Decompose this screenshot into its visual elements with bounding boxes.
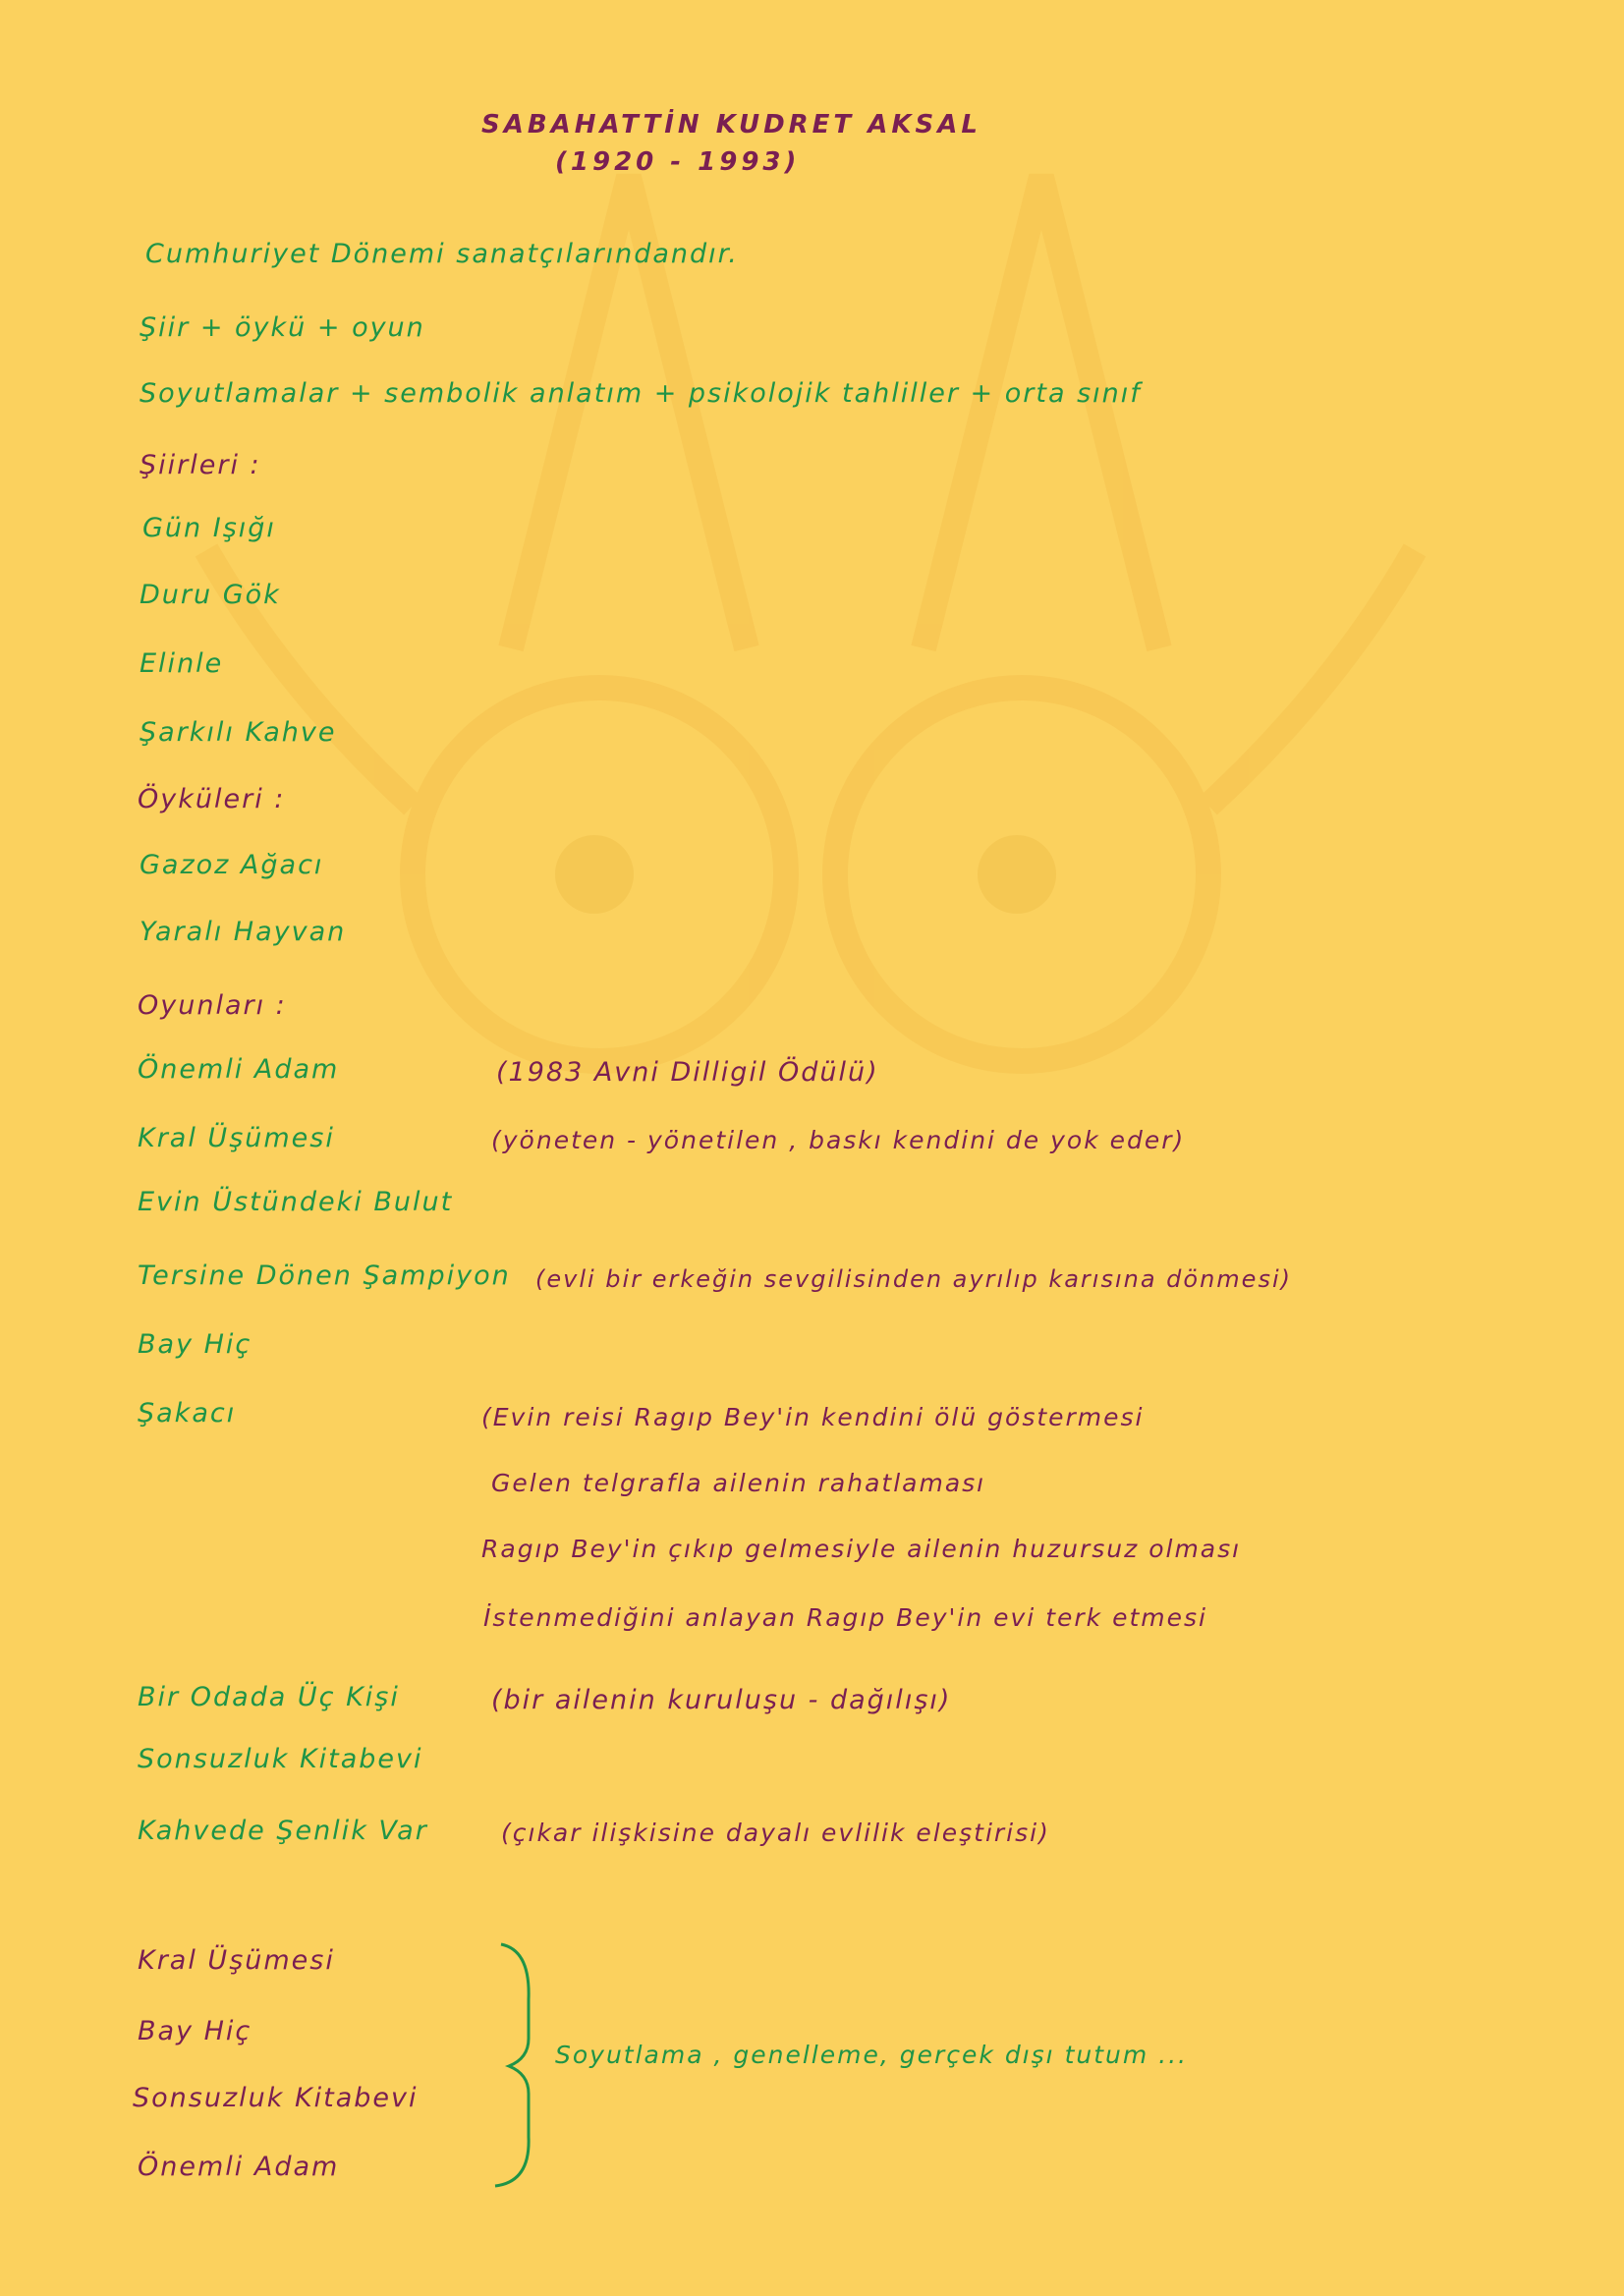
play-note: Gelen telgrafla ailenin rahatlaması xyxy=(491,1469,986,1497)
summary-item: Önemli Adam xyxy=(138,2152,340,2182)
curly-brace-icon xyxy=(491,1940,550,2192)
intro-line: Soyutlamalar + sembolik anlatım + psikolojik tahliller + orta sınıf xyxy=(140,378,1142,409)
play-title: Önemli Adam xyxy=(138,1054,340,1085)
play-note: (bir ailenin kuruluşu - dağılışı) xyxy=(491,1685,952,1715)
summary-item: Sonsuzluk Kitabevi xyxy=(133,2083,419,2113)
author-title: SABAHATTİN KUDRET AKSAL xyxy=(481,110,981,140)
stories-heading: Öyküleri : xyxy=(138,784,286,814)
play-title: Bay Hiç xyxy=(138,1329,252,1360)
play-note: (evli bir erkeğin sevgilisinden ayrılıp karısına dönmesi) xyxy=(535,1265,1292,1293)
story-item: Yaralı Hayvan xyxy=(140,917,347,947)
play-title: Sonsuzluk Kitabevi xyxy=(138,1744,423,1774)
poem-item: Gün Işığı xyxy=(142,513,276,543)
poem-item: Elinle xyxy=(140,648,224,679)
play-title: Kahvede Şenlik Var xyxy=(138,1816,428,1846)
play-note: (çıkar ilişkisine dayalı evlilik eleştirisi) xyxy=(501,1819,1050,1847)
summary-item: Kral Üşümesi xyxy=(138,1945,335,1976)
plays-heading: Oyunları : xyxy=(138,990,287,1021)
play-title: Evin Üstündeki Bulut xyxy=(138,1187,454,1217)
play-note: (1983 Avni Dilligil Ödülü) xyxy=(496,1057,879,1088)
author-years: (1920 - 1993) xyxy=(555,147,801,177)
intro-line: Şiir + öykü + oyun xyxy=(140,312,425,343)
play-note: (yöneten - yönetilen , baskı kendini de yok eder) xyxy=(491,1126,1186,1154)
story-item: Gazoz Ağacı xyxy=(140,850,324,880)
poems-heading: Şiirleri : xyxy=(140,450,261,480)
play-title: Kral Üşümesi xyxy=(138,1123,335,1153)
play-title: Şakacı xyxy=(138,1398,237,1428)
play-note: İstenmediğini anlayan Ragıp Bey'in evi terk etmesi xyxy=(483,1603,1207,1632)
intro-line: Cumhuriyet Dönemi sanatçılarındandır. xyxy=(145,239,739,269)
play-title: Tersine Dönen Şampiyon xyxy=(138,1260,511,1291)
poem-item: Duru Gök xyxy=(140,580,281,610)
summary-note: Soyutlama , genelleme, gerçek dışı tutum ... xyxy=(555,2041,1189,2069)
play-title: Bir Odada Üç Kişi xyxy=(138,1682,400,1712)
poem-item: Şarkılı Kahve xyxy=(140,717,337,748)
play-note: (Evin reisi Ragıp Bey'in kendini ölü göstermesi xyxy=(481,1403,1145,1431)
play-note: Ragıp Bey'in çıkıp gelmesiyle ailenin huzursuz olması xyxy=(481,1535,1242,1563)
summary-item: Bay Hiç xyxy=(138,2016,252,2046)
